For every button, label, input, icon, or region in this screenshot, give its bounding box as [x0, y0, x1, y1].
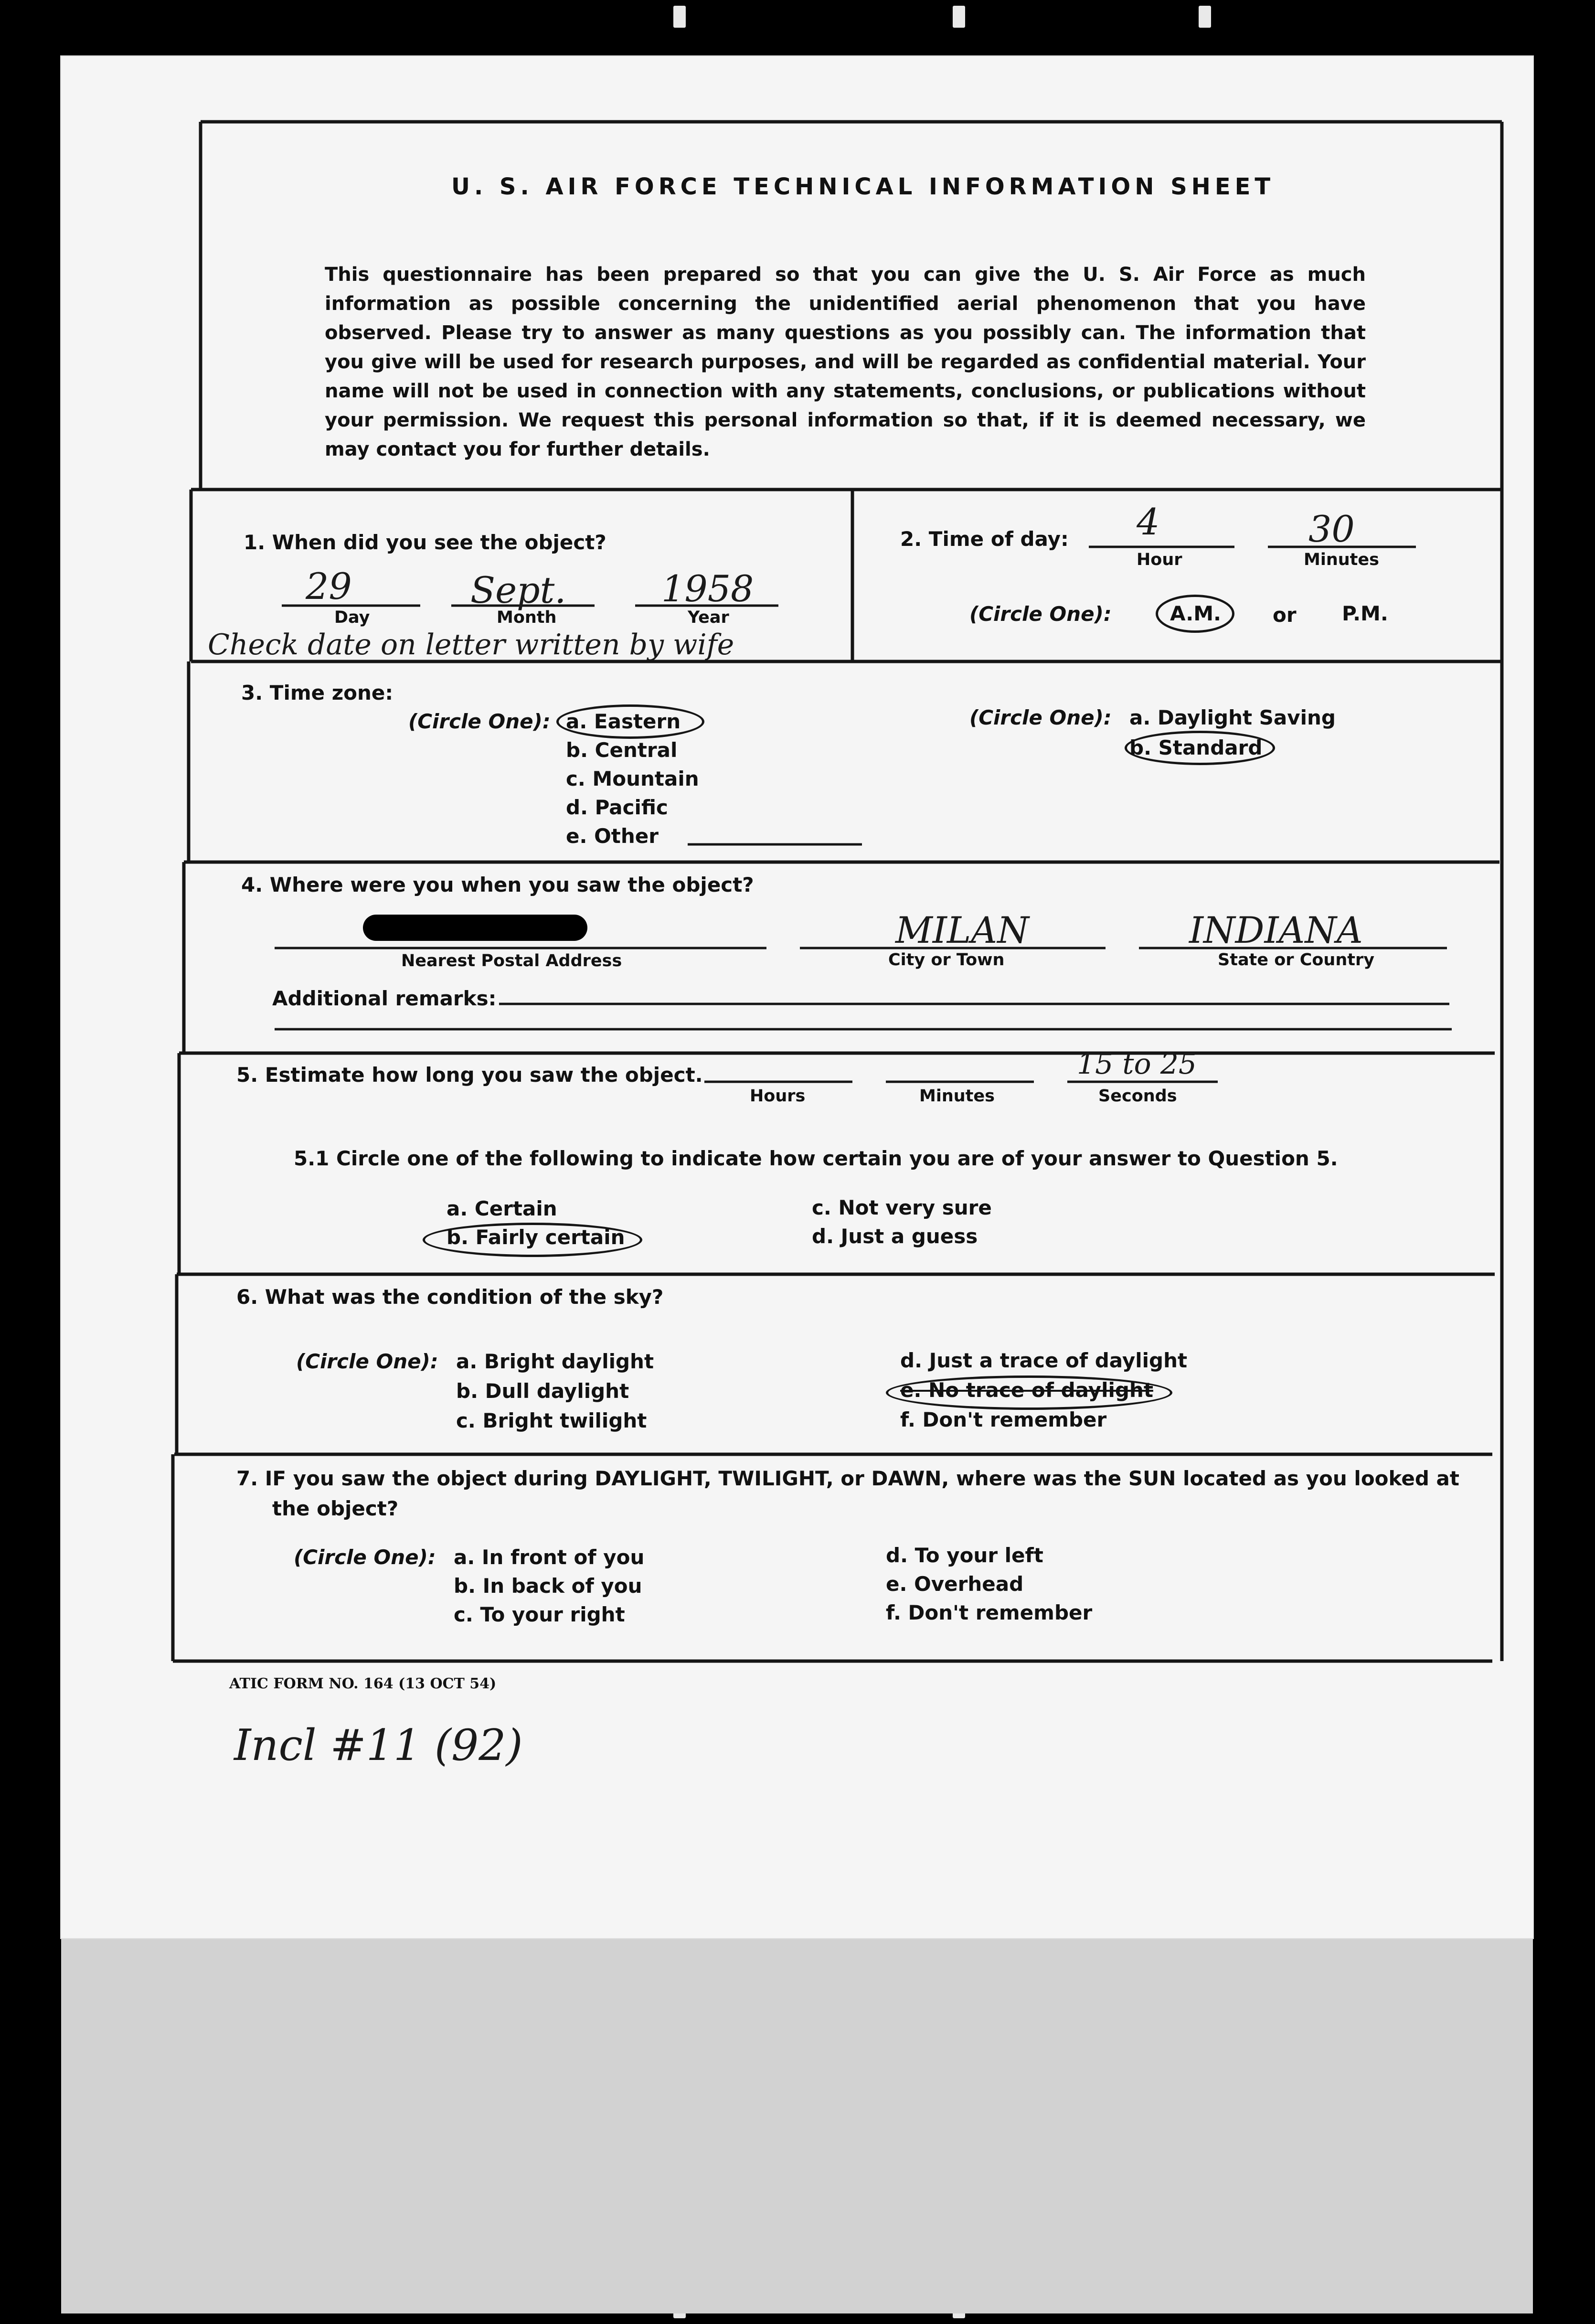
q3-option2-a: a. Daylight Saving — [1129, 706, 1336, 729]
q5-label: 5. Estimate how long you saw the object. — [236, 1063, 703, 1087]
q3-option-d: d. Pacific — [566, 796, 668, 819]
q5-minutes-label: Minutes — [919, 1087, 995, 1106]
q1-month-value: Sept. — [470, 569, 566, 611]
q7-option-b: b. In back of you — [454, 1574, 642, 1598]
q2-label: 2. Time of day: — [900, 527, 1069, 551]
q4-city-label: City or Town — [888, 950, 1005, 970]
q4-address-label: Nearest Postal Address — [401, 951, 622, 970]
q4-remarks-label: Additional remarks: — [272, 987, 497, 1010]
q1-year-label: Year — [688, 608, 729, 627]
q1-label: 1. When did you see the object? — [244, 531, 606, 554]
q5-option-a: a. Certain — [447, 1197, 557, 1220]
q2-minutes-label: Minutes — [1304, 550, 1379, 569]
q4-city-value: MILAN — [895, 909, 1029, 951]
q1-handwritten-note: Check date on letter written by wife — [208, 628, 734, 661]
q1-year-value: 1958 — [661, 567, 754, 610]
q7-label-2: the object? — [272, 1497, 399, 1520]
q2-hour-label: Hour — [1137, 550, 1182, 569]
form-title: U. S. AIR FORCE TECHNICAL INFORMATION SHEET — [451, 173, 1275, 200]
q7-option-c: c. To your right — [454, 1603, 625, 1626]
q5-option-b: b. Fairly certain — [447, 1226, 625, 1249]
q1-day-value: 29 — [306, 565, 352, 608]
q6-option-f: f. Don't remember — [900, 1408, 1107, 1431]
q3-label: 3. Time zone: — [241, 681, 393, 704]
q3-option-c: c. Mountain — [566, 767, 699, 790]
q7-option-f: f. Don't remember — [886, 1601, 1093, 1624]
q7-option-a: a. In front of you — [454, 1546, 645, 1569]
q3-option-e: e. Other — [566, 824, 659, 848]
handwritten-annotation: Incl #11 (92) — [234, 1720, 523, 1770]
q6-option-e: e. No trace of daylight — [900, 1378, 1153, 1402]
q6-option-d: d. Just a trace of daylight — [900, 1349, 1188, 1372]
q5-seconds-value: 15 to 25 — [1077, 1047, 1197, 1081]
q2-circle-label: (Circle One): — [969, 602, 1112, 626]
redacted-address — [363, 915, 587, 941]
q2-minutes-value: 30 — [1308, 508, 1355, 550]
q7-label: 7. IF you saw the object during DAYLIGHT, TWILIGHT, or DAWN, where was the SUN located as you looked at — [236, 1467, 1459, 1490]
q6-label: 6. What was the condition of the sky? — [236, 1285, 664, 1309]
q3-option-b: b. Central — [566, 738, 678, 762]
q5-hours-label: Hours — [750, 1087, 806, 1106]
q5-option-c: c. Not very sure — [812, 1196, 992, 1219]
q2-pm-option: P.M. — [1342, 602, 1388, 625]
q5-1-label: 5.1 Circle one of the following to indicate how certain you are of your answer to Question 5. — [294, 1147, 1338, 1170]
q5-option-d: d. Just a guess — [812, 1225, 978, 1248]
q4-state-value: INDIANA — [1189, 909, 1363, 951]
q7-option-d: d. To your left — [886, 1544, 1043, 1567]
q1-day-label: Day — [334, 608, 370, 627]
q6-option-c: c. Bright twilight — [456, 1409, 647, 1432]
q7-option-e: e. Overhead — [886, 1572, 1024, 1596]
q1-month-label: Month — [497, 608, 557, 627]
form-number: ATIC FORM NO. 164 (13 OCT 54) — [229, 1675, 497, 1692]
q3-option-a: a. Eastern — [566, 710, 681, 733]
q3-option2-b: b. Standard — [1129, 736, 1263, 759]
q6-option-b: b. Dull daylight — [456, 1379, 629, 1403]
q4-state-label: State or Country — [1218, 950, 1375, 970]
q6-option-a: a. Bright daylight — [456, 1350, 654, 1373]
q3-circle-label: (Circle One): — [408, 710, 551, 733]
q5-seconds-label: Seconds — [1098, 1087, 1177, 1106]
q6-circle-label: (Circle One): — [296, 1350, 438, 1373]
q2-am-option: A.M. — [1170, 602, 1221, 625]
q2-or-text: or — [1273, 603, 1297, 627]
q4-label: 4. Where were you when you saw the object? — [241, 873, 754, 896]
q7-circle-label: (Circle One): — [294, 1546, 436, 1569]
q2-hour-value: 4 — [1137, 501, 1160, 543]
intro-paragraph: This questionnaire has been prepared so that you can give the U. S. Air Force as much information as possible concerning the unidentified aerial phenomenon that you have observed. Please try to answer as many questions as you possibly can. The information that you give will be used for research purposes, and will be regarded as confidential material. Your name will not be used in connection with any statements, conclusions, or publications without your permission. We request this personal information so that, if it is deemed necessary, we may contact you for further details. — [325, 264, 1366, 460]
q3-circle-label-2: (Circle One): — [969, 706, 1112, 729]
